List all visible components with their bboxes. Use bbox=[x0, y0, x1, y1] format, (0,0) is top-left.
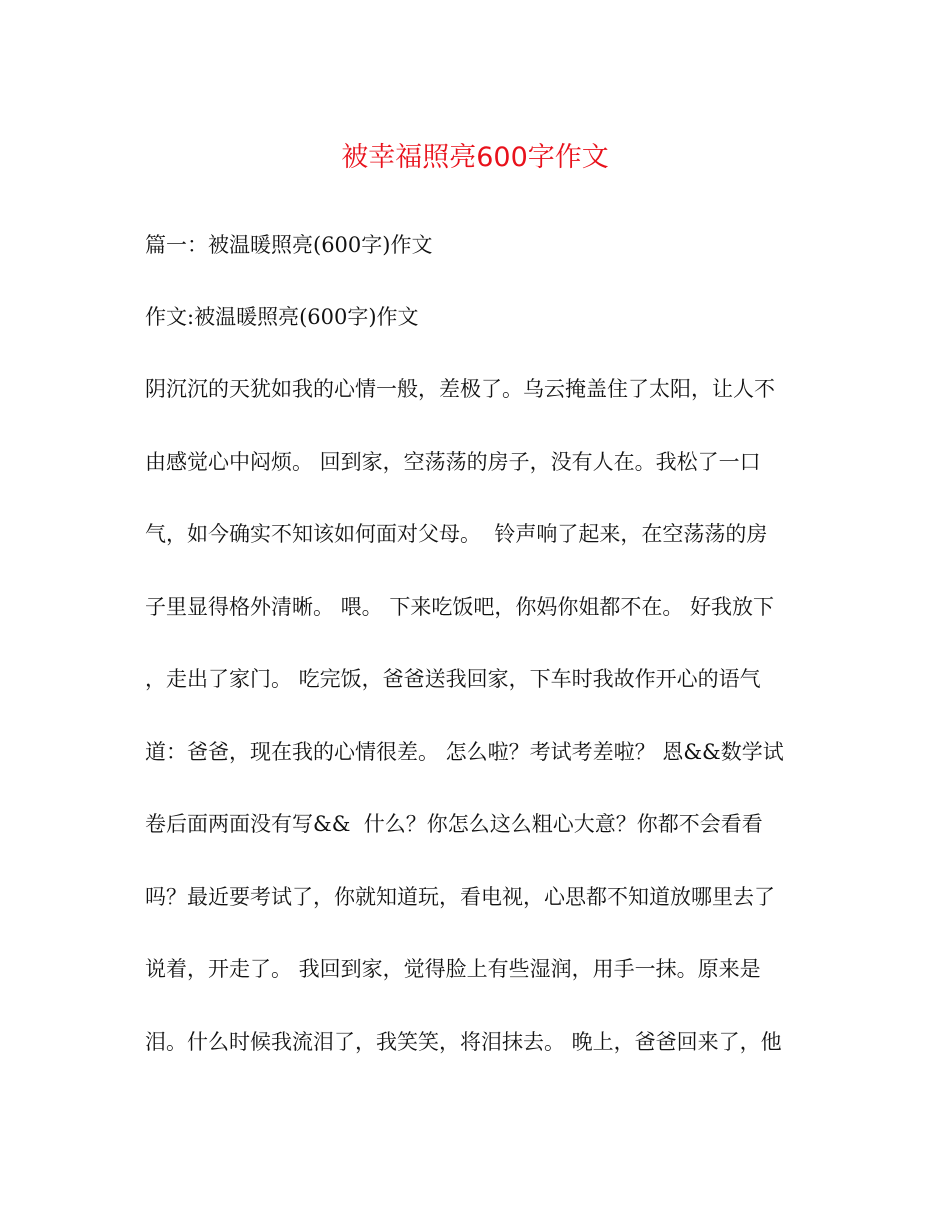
body-line: 子里显得格外清晰。 喂。 下来吃饭吧，你妈你姐都不在。 好我放下 bbox=[145, 595, 775, 619]
body-line: 说着，开走了。 我回到家，觉得脸上有些湿润，用手一抹。原来是 bbox=[145, 957, 761, 981]
section-subtitle: 篇一：被温暖照亮(600字)作文 bbox=[145, 233, 433, 257]
section-heading: 作文:被温暖照亮(600字)作文 bbox=[145, 305, 419, 329]
body-line: 泪。什么时候我流泪了，我笑笑，将泪抹去。 晚上，爸爸回来了，他 bbox=[145, 1030, 782, 1054]
body-line: 气，如今确实不知该如何面对父母。 铃声响了起来，在空荡荡的房 bbox=[145, 522, 768, 546]
body-line: 道：爸爸，现在我的心情很差。 怎么啦？考试考差啦？ 恩&&数学试 bbox=[145, 740, 784, 764]
document-title: 被幸福照亮600字作文 bbox=[341, 142, 609, 173]
body-line: 卷后面两面没有写&& 什么？你怎么这么粗心大意？你都不会看看 bbox=[145, 812, 763, 836]
body-line: 阴沉沉的天犹如我的心情一般，差极了。乌云掩盖住了太阳，让人不 bbox=[145, 377, 775, 401]
body-line: 吗？最近要考试了，你就知道玩，看电视，心思都不知道放哪里去了 bbox=[145, 885, 775, 909]
body-line: 由感觉心中闷烦。 回到家，空荡荡的房子，没有人在。我松了一口 bbox=[145, 450, 761, 474]
body-line: ，走出了家门。 吃完饭，爸爸送我回家，下车时我故作开心的语气 bbox=[145, 667, 761, 691]
